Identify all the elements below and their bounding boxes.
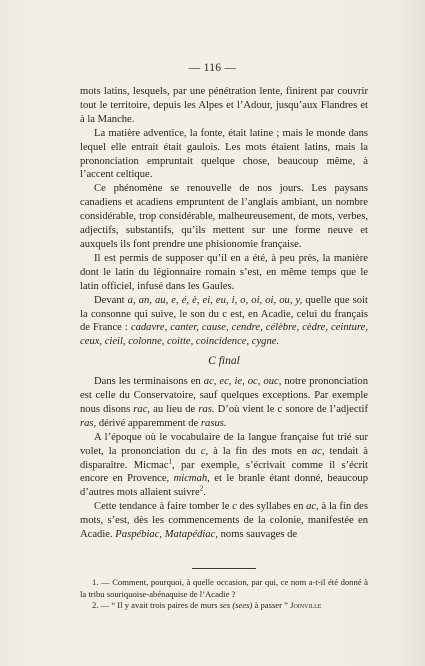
body-text <box>80 85 368 542</box>
footnote-ref-2[interactable]: 2 <box>199 484 204 493</box>
p7-text-e: et le branle étant donné, beaucoup d’autres mots allaient suivre <box>80 473 368 499</box>
p8-c: c <box>232 501 237 513</box>
footnote-2-text-b: à passer ” <box>252 600 291 610</box>
p5-text-b: quelle que soit la consonne qui suive, le son du c est, en Acadie, celui du français de France : <box>80 294 368 334</box>
p5-text-a: Devant <box>94 294 128 306</box>
p7-ac: ac, <box>311 445 325 457</box>
p7-micmah: micmah, <box>173 473 210 485</box>
footnote-1: 1. — Comment, pourquoi, à quelle occasion, par qui, ce nom a-t-il été donné à la tribu souriquoise-abénaquise de l’Acadie ? <box>80 577 368 599</box>
p6-text-a: Dans les terminaisons en <box>94 376 204 388</box>
section-title: C final <box>208 355 240 368</box>
footnote-ref-1[interactable]: 1 <box>168 457 172 466</box>
paragraph-5 <box>80 294 368 350</box>
p7-text-b: à la fin des mots en <box>208 445 312 457</box>
p6-endings: ac, ec, ie, oc, ouc, <box>203 376 282 388</box>
footnote-2-text-a: 2. — “ Il y avait trois paires de murs <box>92 600 220 610</box>
p7-text-c: tendait à disparaître. Micmac <box>80 445 368 471</box>
p8-text-a: Cette tendance à faire tomber le <box>94 501 233 513</box>
p6-rac: rac, <box>133 403 151 415</box>
p7-c: c, <box>200 445 209 457</box>
paragraph-3: Ce phénomène se renouvelle de nos jours. Les paysans canadiens et acadiens empruntent de l’anglais ambiant, un nombre considérable, trop considérable, malheureusement, de mots, verbes, adjectifs, substantifs, qu’ils mettent sur une forme neuve et auxquels ils font prendre une phisionomie française. <box>80 183 368 250</box>
p6-text-e: dérivé apparemment de <box>96 417 201 429</box>
paragraph-4: Il est permis de supposer qu’il en a été, à peu près, la manière dont le latin du légionnaire romain s’est, en même temps que le latin officiel, infusé dans les Gaules. <box>80 252 368 292</box>
p8-names: Paspébiac, Matapédiac, <box>115 529 218 541</box>
p8-ac: ac, <box>306 501 319 513</box>
footnote-divider <box>192 568 256 569</box>
p8-text-c: à la fin des mots, s’est, dès les commencements de la colonie, manifestée en Acadie. <box>80 501 368 541</box>
paragraph-6 <box>80 375 368 431</box>
paragraph-1: mots latins, lesquels, par une pénétration lente, finirent par couvrir tout le territoire, depuis les Alpes et l’Adour, jusqu’aux Flandres et à la Manche. <box>80 86 368 125</box>
footnote-2-author: Joinville <box>290 600 322 610</box>
p7-text-a: A l’époque où le vocabulaire de la langue française fut trié sur volet, la prononciation du <box>80 431 368 457</box>
p6-ras2: ras, <box>80 417 97 429</box>
p8-text-b: des syllabes en <box>236 501 307 513</box>
paragraph-7 <box>80 431 368 501</box>
p7-text-f: . <box>203 487 206 499</box>
p6-text-b: notre prononciation est celle du Conservatoire, sauf quelques exceptions. Par exemple nous disons <box>80 376 369 415</box>
p5-examples: cadavre, canter, cause, cendre, célèbre, cèdre, ceinture, ceux, cieil, colonne, coitte, coincidence, cygne. <box>80 322 368 348</box>
p6-text-d: D’où vient le c sonore de l’adjectif <box>214 403 368 415</box>
footnote-2-ses: ses (sees) <box>219 600 253 610</box>
footnote-2 <box>80 600 368 612</box>
p8-text-d: noms sauvages de <box>217 529 298 541</box>
paragraph-8 <box>80 500 368 542</box>
p6-ras: ras. <box>198 403 215 415</box>
footnotes <box>80 568 368 612</box>
p6-text-c: au lieu de <box>150 403 199 415</box>
paragraph-2: La matière adventice, la fonte, était latine ; mais le monde dans lequel elle entrait était gaulois. Les mots étaient latins, mais la prononciation empruntait quelque chose, beaucoup même, à l’accent celtique. <box>80 127 368 181</box>
p5-vowels: a, an, au, e, é, è, ei, eu, i, o, oi, oi, ou, y, <box>127 294 303 306</box>
p7-text-d: , par exemple, s’écrivait comme il s’écrit encore en Provence, <box>80 459 369 485</box>
p6-rasus: rasus. <box>200 417 227 429</box>
page-number: — 116 — <box>188 62 237 74</box>
